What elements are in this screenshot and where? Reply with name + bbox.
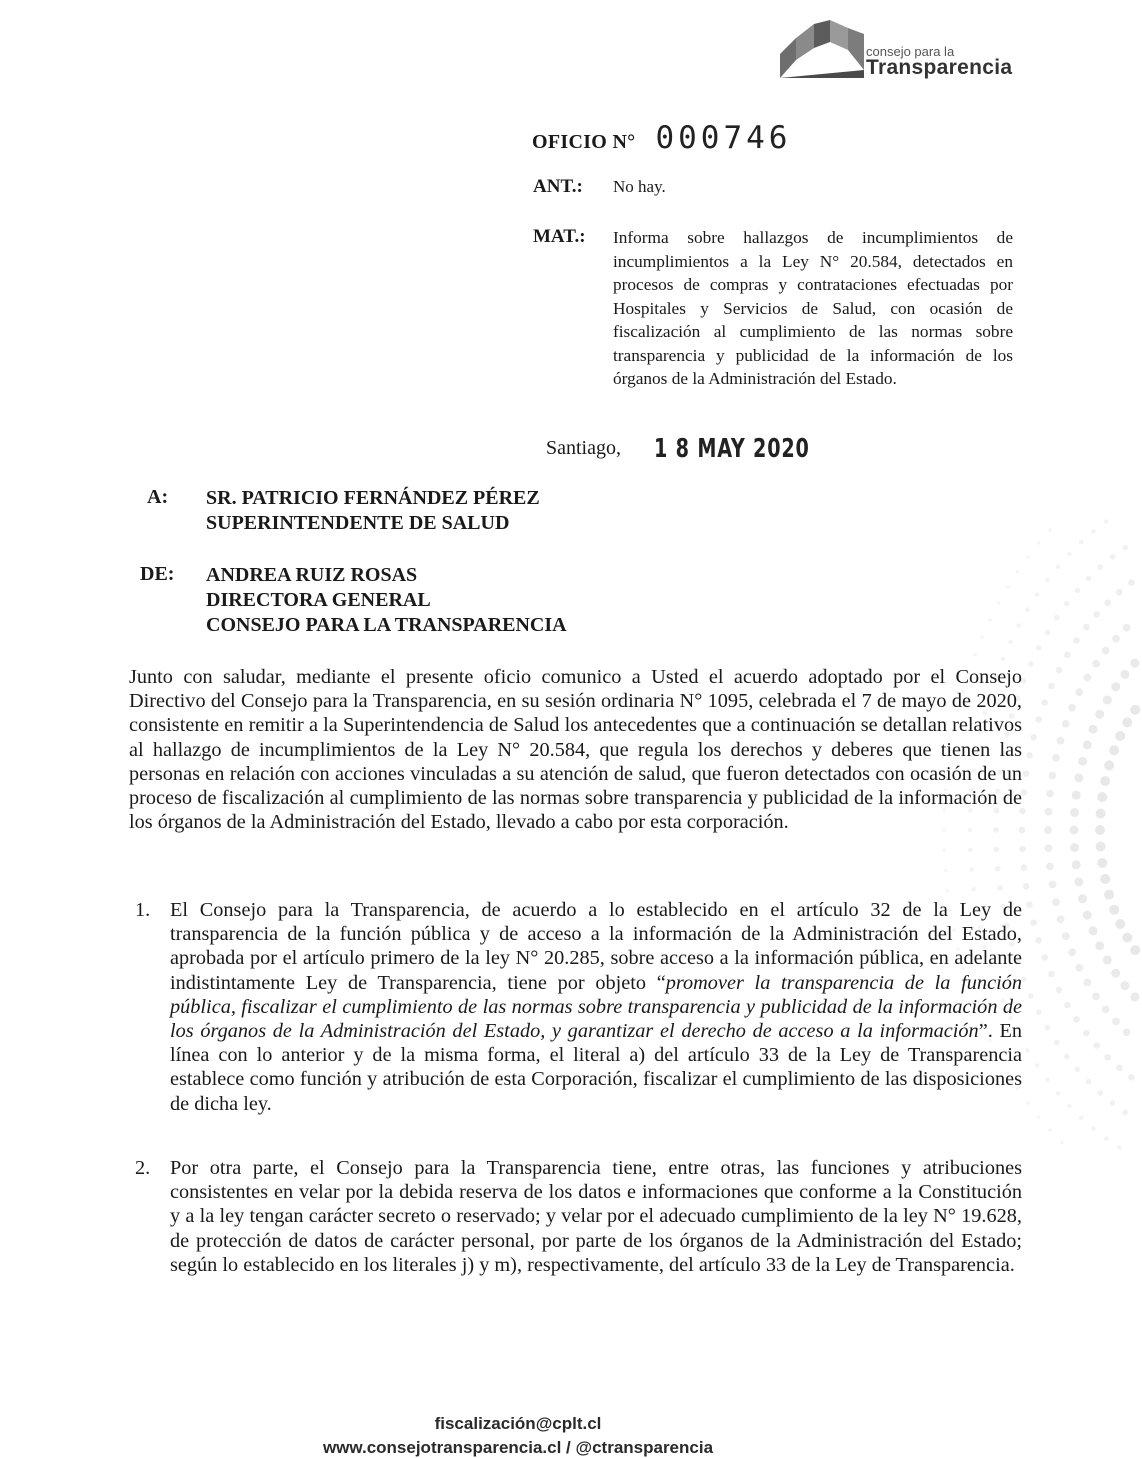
decorative-dot (1046, 863, 1054, 871)
decorative-dot (995, 866, 1001, 872)
decorative-dot (1075, 688, 1083, 696)
footer-web: www.consejotransparencia.cl / @ctransparencia (322, 1438, 714, 1457)
decorative-dot (1116, 589, 1123, 596)
decorative-dot (1110, 1100, 1116, 1106)
to-label: A: (147, 486, 169, 508)
decorative-dot (1036, 1009, 1042, 1015)
decorative-dot (1052, 898, 1060, 906)
decorative-dot (1026, 901, 1033, 908)
decorative-dot (1115, 919, 1125, 929)
decorative-dot (1091, 1126, 1096, 1131)
decorative-dot (1016, 570, 1019, 573)
decorative-dot (1035, 592, 1040, 597)
decorative-dot (943, 849, 946, 852)
decorative-dot (1026, 555, 1029, 558)
decorative-dot (1104, 519, 1109, 524)
item-text-quote: promover la transparencia de la función pública, fiscalizar el cumplimiento de las normas sobre transparencia y publicidad de la información de los órganos de la Administración del Estado, y garantizar el derecho de acceso a la información (170, 971, 1022, 1043)
decorative-dot (1122, 1110, 1128, 1116)
decorative-dot (1103, 956, 1112, 965)
decorative-dot (1006, 585, 1009, 588)
mat-value: Informa sobre hallazgos de incumplimientos de incumplimientos a la Ley N° 20.584, detectados en procesos de compras y contrataciones efectuadas por Hospitales y Servicios de Salud, con ocasión de fiscalización al cumplimiento de las normas sobre transparencia y publicidad de la información de los órganos de la Administración del Estado. (613, 228, 1013, 388)
decorative-dot (1023, 883, 1030, 890)
decorative-dot (1070, 826, 1079, 835)
decorative-dot (1130, 945, 1140, 955)
decorative-dot (1103, 696, 1112, 705)
decorative-dot (1075, 1067, 1081, 1073)
list-item (129, 1156, 1022, 1277)
decorative-dot (1083, 911, 1092, 920)
decorative-dot (1044, 826, 1052, 834)
decorative-dot (1123, 624, 1131, 632)
decorative-dot (1045, 808, 1053, 816)
decorative-dot (1109, 745, 1119, 755)
from-line: ANDREA RUIZ ROSAS (206, 564, 418, 586)
decorative-dot (981, 635, 984, 638)
decorative-dot (1122, 717, 1132, 727)
decorative-dot (1045, 578, 1050, 583)
decorative-dot (1078, 757, 1087, 766)
decorative-dot (1111, 969, 1120, 978)
decorative-dot (1067, 552, 1072, 557)
decorative-dot (1008, 640, 1013, 645)
decorative-dot (1025, 607, 1030, 612)
decorative-dot (1120, 981, 1129, 990)
intro-paragraph: Junto con saludar, mediante el presente oficio comunico a Usted el acuerdo adoptado por el Consejo Directivo del Consejo para la Transparencia, en su sesión ordinaria N° 1095, celebrada el 7 de mayo de 2020, consistente en remitir a la Superintendencia de Salud los antecedentes que a continuación se detallan relativos al hallazgo de incumplimientos de la Ley N° 20.584, que regula los derechos y deberes que tienen las personas en relación con acciones vinculadas a su atención de salud, que fueron detectados con ocasión de un proceso de fiscalización al cumplimiento de las normas sobre transparencia y publicidad de la información de los órganos de la Administración del Estado, llevado a cabo por esta corporación. (129, 666, 1022, 834)
decorative-dot (1064, 1054, 1070, 1060)
decorative-dot (1130, 992, 1139, 1001)
decorative-dot (1075, 588, 1081, 594)
decorative-dot (1074, 878, 1083, 887)
decorative-dot (1083, 979, 1091, 987)
decorative-dot (1070, 808, 1079, 817)
ant-value: No hay. (613, 177, 666, 196)
decorative-dot (1025, 1048, 1030, 1053)
decorative-dot (1091, 529, 1096, 534)
decorative-dot (1067, 1104, 1072, 1109)
decorative-dot (1045, 630, 1051, 636)
decorative-dot (1068, 948, 1076, 956)
decorative-dot (1122, 545, 1128, 551)
decorative-dot (1100, 776, 1110, 786)
decorative-dot (1095, 825, 1105, 835)
decorative-dot (1056, 564, 1061, 569)
decorative-dot (1036, 645, 1042, 651)
decorative-dot (1092, 993, 1100, 1001)
decorative-dot (1128, 579, 1135, 586)
decorative-dot (1030, 919, 1037, 926)
decorative-dot (1068, 704, 1076, 712)
decorative-dot (1041, 954, 1048, 961)
list-item-number: 1. (135, 899, 151, 921)
decorative-dot (1054, 615, 1060, 621)
decorative-dot (1062, 932, 1070, 940)
decorative-dot (1102, 647, 1110, 655)
to-block (206, 486, 540, 536)
decorative-dot (1098, 1090, 1104, 1096)
decorative-dot (1060, 1141, 1063, 1144)
mat-label: MAT.: (533, 226, 586, 247)
oficio-header (532, 120, 791, 156)
footer-email: fiscalización@cplt.cl (434, 1414, 602, 1433)
decorative-dot (1096, 809, 1106, 819)
to-line: SUPERINTENDENTE DE SALUD (206, 512, 510, 534)
decorative-dot (1056, 667, 1063, 674)
from-line: DIRECTORA GENERAL (206, 589, 431, 611)
decorative-dot (971, 887, 976, 892)
decorative-dot (1001, 657, 1006, 662)
decorative-dot (1079, 540, 1084, 545)
decorative-dot (1037, 1115, 1040, 1118)
decorative-dot (1130, 705, 1140, 715)
decorative-dot (1095, 710, 1104, 719)
decorative-dot (1083, 624, 1090, 631)
decorative-dot (969, 867, 974, 872)
item-text-after: ”. En línea con lo anterior y de la misma forma, el literal a) del artículo 33 de la Ley de Transparencia establece como función y atribución de esta Corporación, fiscalizar el cumplimiento de las disposiciones de dicha ley. (170, 1020, 1022, 1115)
decorative-dot (1048, 528, 1051, 531)
decorative-dot (1045, 1077, 1050, 1082)
decorative-dot (1016, 623, 1021, 628)
decorative-dot (1110, 554, 1116, 560)
decorative-dot (1074, 774, 1083, 783)
decorative-dot (1045, 1025, 1051, 1031)
logo-mark-icon (778, 20, 868, 80)
decorative-dot (1092, 660, 1100, 668)
to-line: SR. PATRICIO FERNÁNDEZ PÉREZ (206, 487, 540, 509)
list-item-text (170, 898, 1022, 1116)
decorative-dot (1097, 858, 1107, 868)
oficio-label: OFICIO N° (532, 131, 636, 153)
decorative-dot (997, 601, 1000, 604)
decorative-dot (1021, 864, 1028, 871)
decorative-dot (1054, 1040, 1060, 1046)
place-label: Santiago, (546, 437, 621, 459)
decorative-dot (1116, 1065, 1123, 1072)
decorative-dot (1089, 725, 1098, 734)
ant-label: ANT.: (533, 176, 583, 197)
decorative-dot (1115, 731, 1125, 741)
decorative-dot (1130, 659, 1139, 668)
decorative-dot (1104, 1136, 1109, 1141)
decorative-dot (1122, 933, 1132, 943)
decorative-dot (1102, 1006, 1110, 1014)
decorative-dot (1111, 682, 1120, 691)
decorative-dot (1123, 1028, 1131, 1036)
from-line: CONSEJO PARA LA TRANSPARENCIA (206, 614, 567, 636)
decorative-dot (1093, 611, 1100, 618)
decorative-dot (994, 847, 1000, 853)
item-text-before: El Consejo para la Transparencia, de acuerdo a lo establecido en el artículo 32 de la Ley de transparencia de la función pública y de acceso a la información de la Administración del Estado, aprobada por el artículo primero de la ley N° 20.285, sobre acceso a la información pública, en adelante indistintamente Ley de Transparencia, tiene por objeto “ (170, 899, 1022, 994)
decorative-dot (1104, 600, 1111, 607)
decorative-dot (1075, 964, 1083, 972)
decorative-dot (988, 618, 991, 621)
from-block (206, 563, 567, 638)
decorative-dot (1056, 987, 1063, 994)
decorative-dot (1035, 937, 1042, 944)
decorative-dot (1100, 874, 1110, 884)
cplt-logo (778, 20, 1028, 90)
decorative-dot (1117, 1145, 1122, 1150)
decorative-dot (1093, 1042, 1100, 1049)
decorative-dot (1019, 846, 1026, 853)
decorative-dot (1049, 772, 1057, 780)
decorative-dot (1026, 1101, 1029, 1104)
decorative-dot (1049, 881, 1057, 889)
decorative-dot (944, 869, 947, 872)
decorative-dot (946, 889, 949, 892)
decorative-dot (1086, 1079, 1092, 1085)
decorative-dot (968, 848, 973, 853)
decorative-dot (1028, 993, 1034, 999)
decorative-dot (1057, 737, 1065, 745)
decorative-dot (1072, 791, 1081, 800)
date-stamp: 1 8 MAY 2020 (654, 434, 810, 464)
decorative-dot (1045, 844, 1053, 852)
decorative-dot (1095, 941, 1104, 950)
oficio-number: 000746 (655, 120, 792, 156)
decorative-dot (1098, 564, 1104, 570)
decorative-dot (1052, 754, 1060, 762)
decorative-dot (1073, 637, 1080, 644)
decorative-dot (1083, 674, 1091, 682)
decorative-dot (1072, 860, 1081, 869)
decorative-dot (1086, 576, 1092, 582)
decorative-dot (1112, 1018, 1120, 1026)
decorative-dot (1048, 1128, 1051, 1131)
decorative-dot (1035, 1063, 1040, 1068)
decorative-dot (1064, 1002, 1071, 1009)
decorative-dot (1097, 792, 1107, 802)
decorative-dot (997, 885, 1003, 891)
decorative-dot (1064, 601, 1070, 607)
decorative-dot (1062, 720, 1070, 728)
decorative-dot (1104, 760, 1114, 770)
decorative-dot (1037, 541, 1040, 544)
decorative-dot (1089, 926, 1098, 935)
decorative-dot (1057, 915, 1065, 923)
decorative-dot (1120, 670, 1129, 679)
decorative-dot (1035, 716, 1042, 723)
decorative-dot (1078, 894, 1087, 903)
decorative-dot (1112, 635, 1120, 643)
decorative-dot (1048, 683, 1055, 690)
list-item-number: 2. (135, 1157, 151, 1179)
from-label: DE: (140, 563, 175, 585)
decorative-dot (1030, 734, 1037, 741)
decorative-dot (1079, 1116, 1084, 1121)
decorative-dot (1048, 971, 1055, 978)
decorative-dot (1109, 905, 1119, 915)
decorative-dot (1026, 752, 1033, 759)
logo-text-small: consejo para la (866, 44, 955, 59)
decorative-dot (1104, 1054, 1111, 1061)
decorative-dot (1041, 699, 1048, 706)
decorative-dot (1064, 652, 1071, 659)
decorative-dot (1028, 661, 1034, 667)
decorative-dot (1083, 1030, 1090, 1037)
decorative-dot (1073, 1016, 1080, 1023)
logo-text-big: Transparencia (866, 56, 1013, 79)
decorative-dot (1104, 890, 1114, 900)
decorative-dot (1128, 1074, 1135, 1081)
list-item (129, 898, 1022, 1116)
list-item-text: Por otra parte, el Consejo para la Transparencia tiene, entre otras, las funciones y atribuciones consistentes en velar por la debida reserva de los datos e informaciones que conforme a la Constitución y a la ley tengan carácter secreto o reservado; y velar por el adecuado cumplimiento de la ley N° 19.628, de protección de datos de carácter personal, por parte de los órganos de la Administración del Estado; según lo establecido en los literales j) y m), respectivamente, del artículo 33 de la Ley de Transparencia. (170, 1157, 1022, 1276)
decorative-dot (1070, 843, 1079, 852)
decorative-dot (1023, 770, 1030, 777)
decorative-dot (1046, 790, 1054, 798)
decorative-dot (1096, 842, 1106, 852)
decorative-dot (974, 653, 977, 656)
decorative-dot (1083, 740, 1092, 749)
decorative-dot (1056, 1091, 1061, 1096)
